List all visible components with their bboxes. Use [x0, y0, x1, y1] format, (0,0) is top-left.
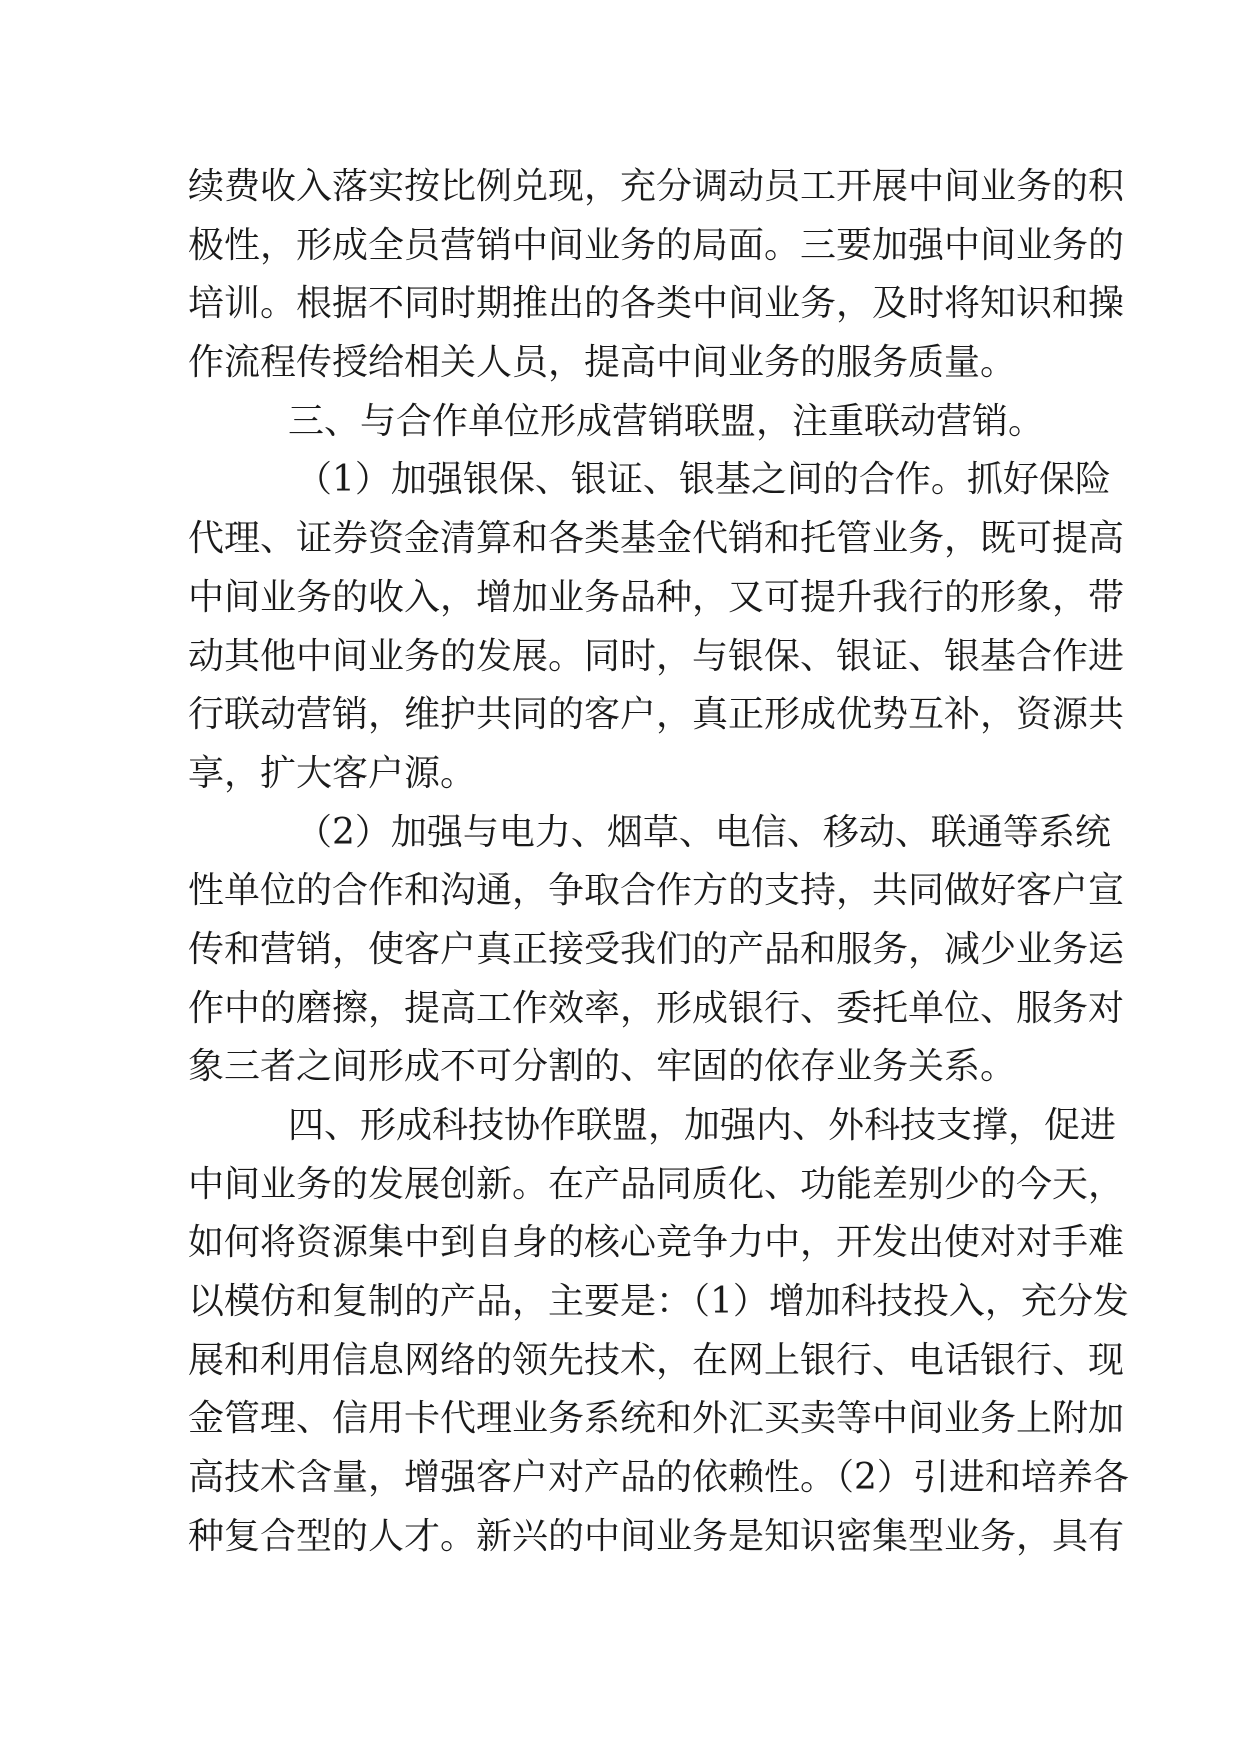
text-line: 展和利用信息网络的领先技术，在网上银行、电话银行、现: [188, 1339, 1125, 1381]
section-heading-4: 四、形成科技协作联盟，加强内、外科技支撑，促进: [288, 1105, 1117, 1146]
text-line: 续费收入落实按比例兑现，充分调动员工开展中间业务的积: [188, 166, 1125, 207]
text-line: 代理、证券资金清算和各类基金代销和托管业务，既可提高: [188, 518, 1125, 560]
text-line: （2）加强与电力、烟草、电信、移动、联通等系统: [296, 811, 1111, 853]
text-line: 性单位的合作和沟通，争取合作方的支持，共同做好客户宣: [188, 870, 1125, 912]
text-line: 培训。根据不同时期推出的各类中间业务，及时将知识和操: [188, 283, 1125, 325]
text-line: 作流程传授给相关人员，提高中间业务的服务质量。: [188, 342, 1017, 384]
text-line: 极性，形成全员营销中间业务的局面。三要加强中间业务的: [188, 224, 1125, 266]
text-line: 如何将资源集中到自身的核心竞争力中，开发出使对对手难: [188, 1222, 1125, 1264]
text-line: 以模仿和复制的产品，主要是：（1）增加科技投入，充分发: [188, 1281, 1129, 1323]
text-line: 享，扩大客户源。: [188, 752, 477, 794]
text-line: 象三者之间形成不可分割的、牢固的依存业务关系。: [188, 1046, 1017, 1088]
text-line: 金管理、信用卡代理业务系统和外汇买卖等中间业务上附加: [188, 1398, 1125, 1440]
text-line: 中间业务的发展创新。在产品同质化、功能差别少的今天，: [188, 1163, 1125, 1205]
text-line: 中间业务的收入，增加业务品种，又可提升我行的形象，带: [188, 576, 1125, 618]
body-text: [188, 158, 1129, 1567]
text-line: 动其他中间业务的发展。同时，与银保、银证、银基合作进: [188, 635, 1125, 677]
text-line: （1）加强银保、银证、银基之间的合作。抓好保险: [296, 459, 1111, 501]
text-line: 行联动营销，维护共同的客户，真正形成优势互补，资源共: [188, 694, 1125, 736]
text-line: 高技术含量，增强客户对产品的依赖性。（2）引进和培养各: [188, 1457, 1129, 1499]
text-line: 传和营销，使客户真正接受我们的产品和服务，减少业务运: [188, 928, 1125, 970]
text-line: 种复合型的人才。新兴的中间业务是知识密集型业务，具有: [188, 1515, 1125, 1557]
section-heading-3: 三、与合作单位形成营销联盟，注重联动营销。: [288, 400, 1045, 442]
text-line: 作中的磨擦，提高工作效率，形成银行、委托单位、服务对: [188, 987, 1125, 1029]
